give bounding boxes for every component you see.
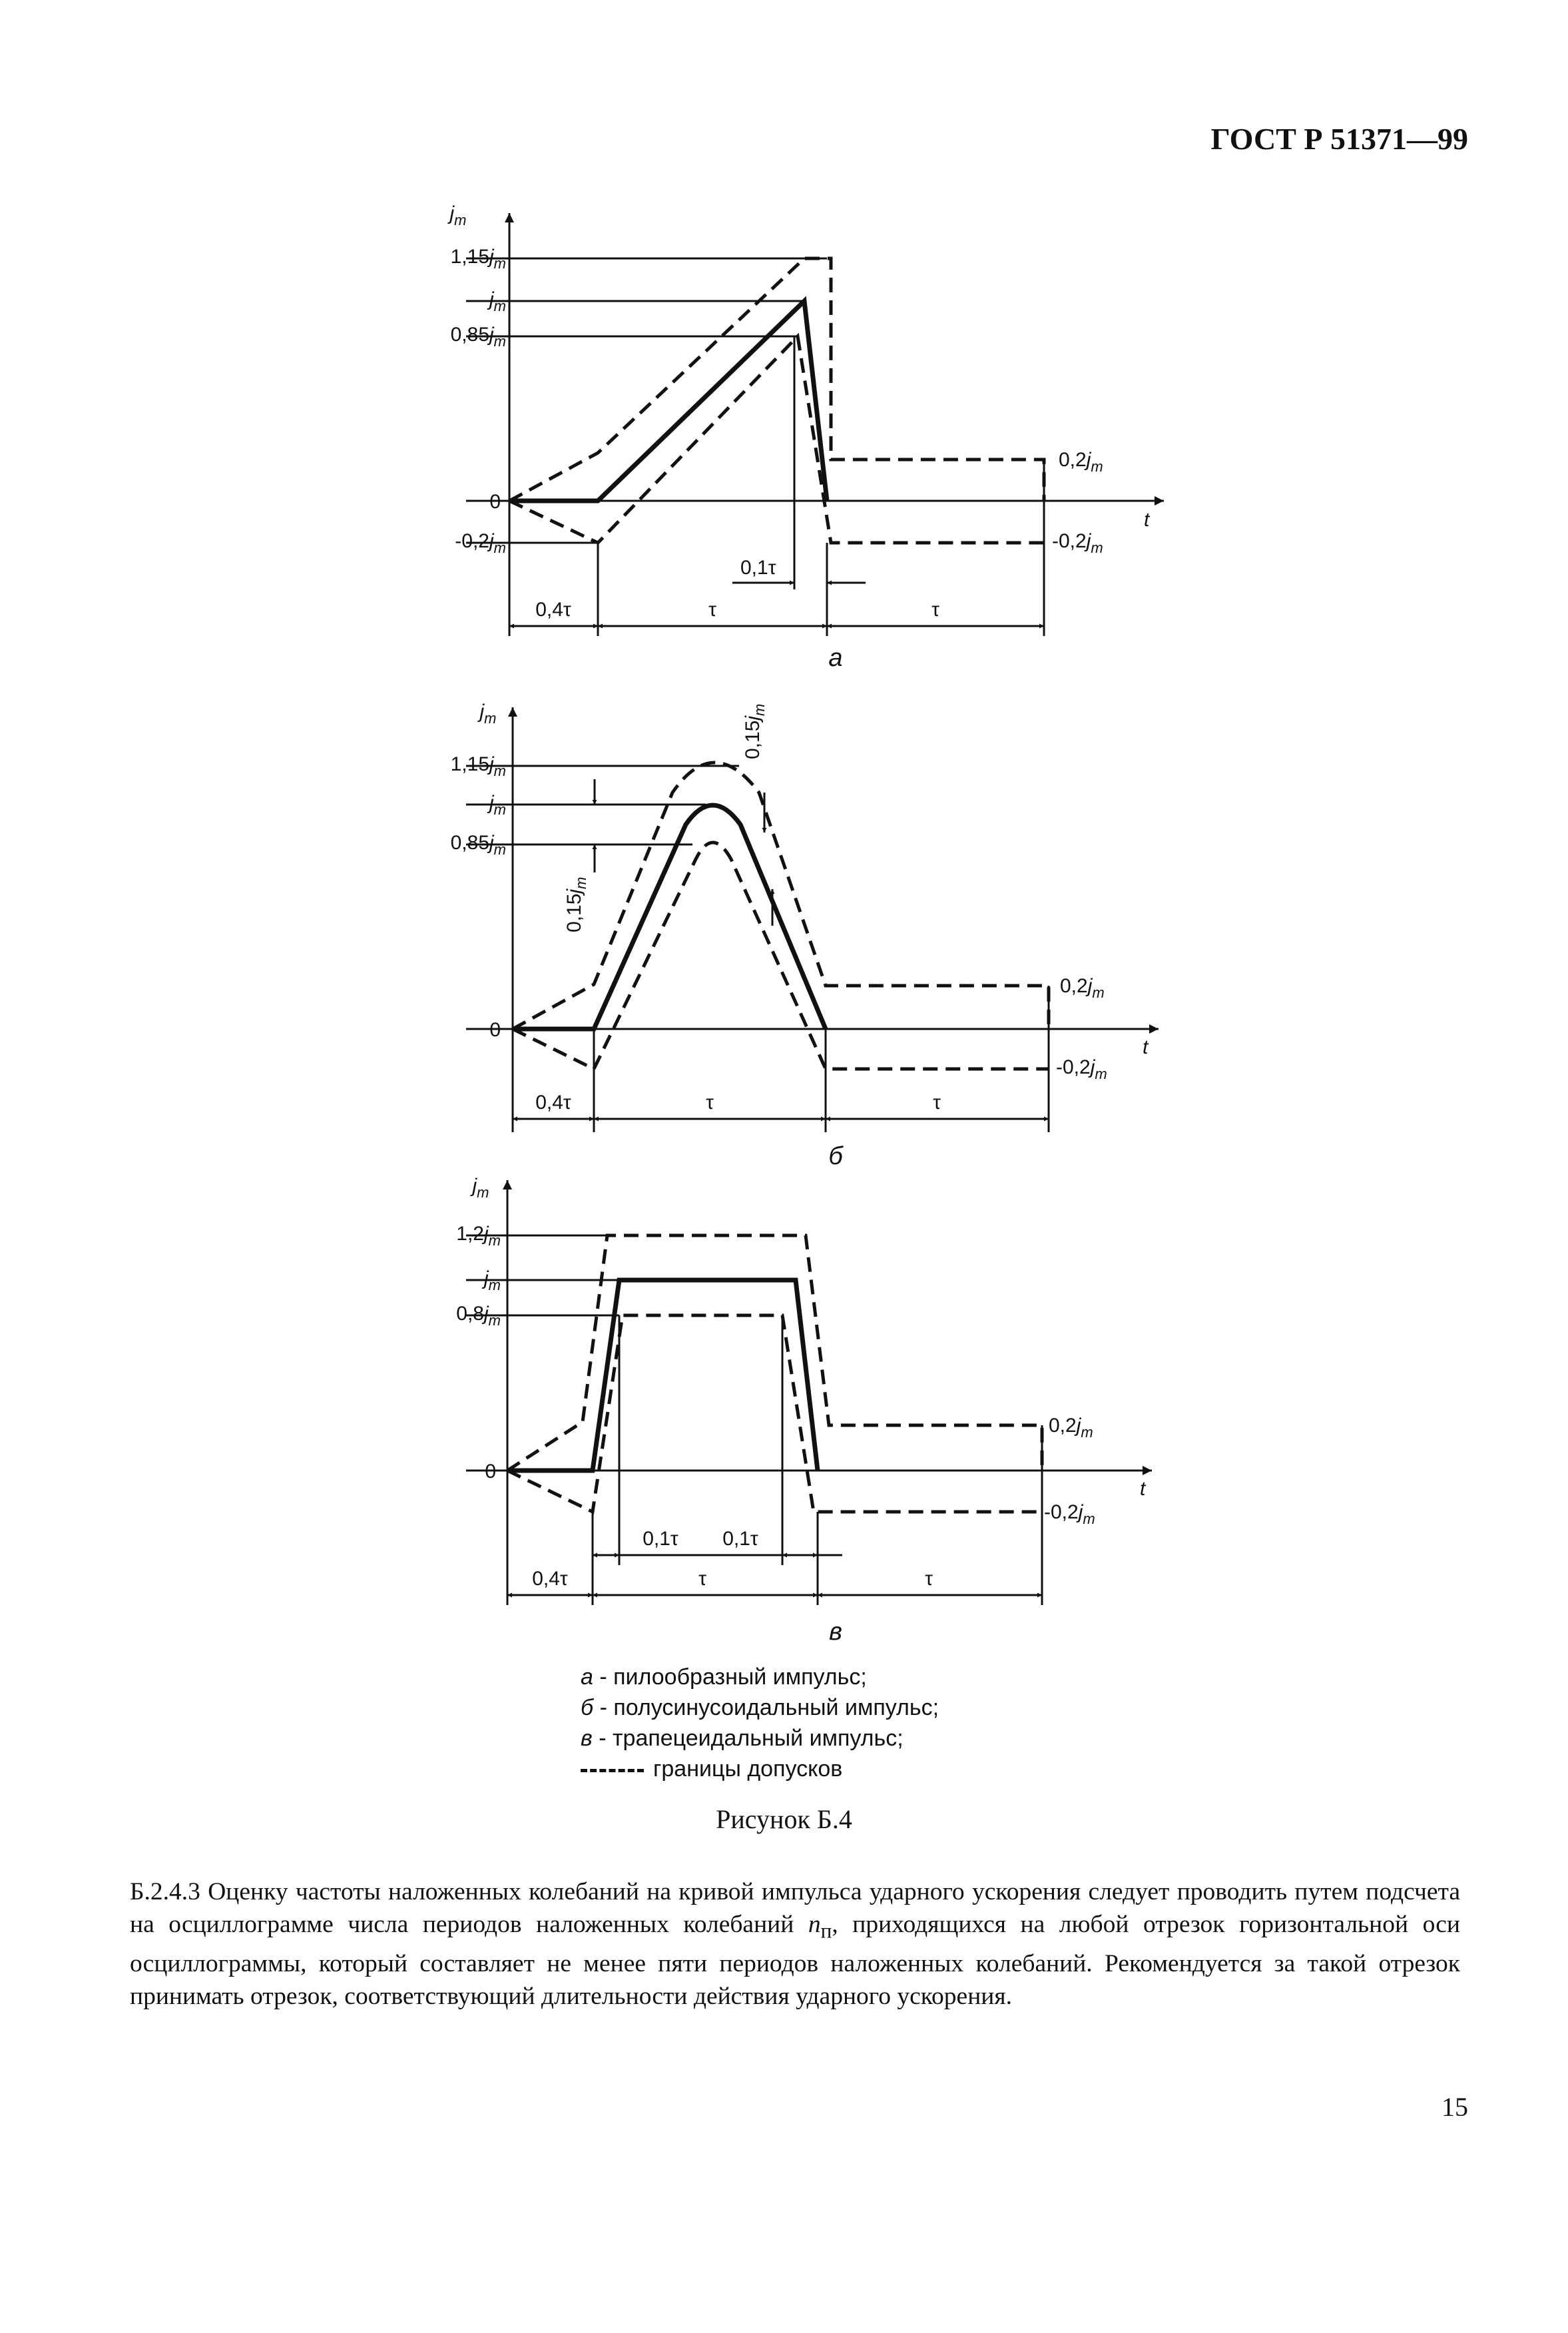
- dim-label: τ: [698, 1568, 706, 1590]
- figure-legend: [581, 1662, 939, 1784]
- upper-tolerance: [507, 1235, 1042, 1471]
- y-tick-label: $1,2j_m$: [456, 1223, 501, 1249]
- right-label: $0,2j_m$: [1059, 449, 1103, 475]
- figure-c: [456, 1175, 1152, 1646]
- y-tick-label: 0: [485, 1461, 496, 1483]
- dim-label: 0,4τ: [535, 1092, 571, 1114]
- legend-text: границы допусков: [653, 1756, 843, 1782]
- y-tick-label: 0: [489, 1019, 501, 1041]
- legend-item: [581, 1723, 939, 1754]
- right-label: $-0,2j_m$: [1056, 1056, 1107, 1082]
- y-tick-label: $0,85j_m$: [450, 832, 506, 858]
- y-tick-label: $0,85j_m$: [450, 324, 506, 350]
- x-axis-label: t: [1144, 509, 1150, 531]
- y-axis-label: $j_m$: [449, 202, 467, 228]
- dim-label: τ: [933, 1092, 941, 1114]
- legend-item: [581, 1754, 939, 1784]
- y-tick-label: $1,15j_m$: [450, 246, 506, 272]
- dim-label: 0,1τ: [740, 557, 776, 579]
- y-tick-label: $j_m$: [489, 792, 506, 818]
- y-tick-label: $0,8j_m$: [456, 1303, 501, 1329]
- upper-tolerance: [509, 258, 1044, 501]
- y-axis-label: $j_m$: [479, 701, 497, 727]
- rotated-dim-label-left: $0,15j_m$: [563, 876, 589, 932]
- lower-tolerance: [509, 336, 1044, 543]
- legend-text: - пилообразный импульс;: [593, 1664, 867, 1690]
- figure-letter: в: [829, 1618, 842, 1646]
- dim-label: τ: [708, 599, 716, 621]
- dim-label: 0,1τ: [722, 1528, 758, 1550]
- paragraph-var-sub: п: [820, 1919, 832, 1943]
- y-axis-label: $j_m$: [472, 1175, 489, 1201]
- body-paragraph: [130, 1875, 1460, 2013]
- legend-key: а: [581, 1664, 593, 1690]
- dashed-line-icon: [581, 1769, 644, 1772]
- lower-tolerance: [507, 1315, 1042, 1512]
- rotated-dim-label-right: $0,15j_m$: [742, 703, 768, 759]
- right-label: $-0,2j_m$: [1044, 1501, 1095, 1527]
- document-header: ГОСТ Р 51371—99: [1210, 122, 1468, 156]
- y-tick-label: $j_m$: [484, 1267, 501, 1293]
- paragraph-var: n: [808, 1911, 821, 1938]
- legend-key: б: [581, 1695, 594, 1720]
- right-label: $-0,2j_m$: [1052, 530, 1103, 556]
- y-tick-label: $1,15j_m$: [450, 753, 506, 779]
- legend-item: [581, 1692, 939, 1723]
- dim-label: τ: [931, 599, 939, 621]
- dim-label: 0,1τ: [643, 1528, 678, 1550]
- figure-caption: Рисунок Б.4: [716, 1804, 852, 1834]
- dim-label: 0,4τ: [532, 1568, 568, 1590]
- legend-item: [581, 1662, 939, 1692]
- right-label: $0,2j_m$: [1060, 975, 1105, 1001]
- paragraph-text: , приходящихся на любой отрезок горизонтальной оси осциллограммы, который составляет не менее пяти периодов наложенных колебаний. Рекомендуется за такой отрезок принимать отрезок, соответствующий длительности действия ударного ускорения.: [130, 1911, 1460, 2010]
- paragraph-text: Б.2.4.3 Оценку частоты наложенных колебаний на кривой импульса ударного ускорения следует проводить путем подсчета на осциллограмме числа периодов наложенных колебаний: [130, 1878, 1460, 1938]
- figure-b: [451, 701, 1159, 1170]
- dim-label: τ: [706, 1092, 714, 1114]
- page-number: 15: [1441, 2092, 1468, 2122]
- y-tick-label: 0: [489, 491, 501, 513]
- dim-label: 0,4τ: [535, 599, 571, 621]
- y-tick-label: $-0,2j_m$: [455, 530, 506, 556]
- x-axis-label: t: [1140, 1478, 1146, 1500]
- legend-text: - трапецеидальный импульс;: [592, 1726, 904, 1751]
- nominal-pulse: [509, 301, 827, 501]
- legend-key: в: [581, 1726, 593, 1751]
- upper-tolerance: [513, 763, 1049, 1029]
- figure-letter: б: [828, 1142, 843, 1170]
- right-label: $0,2j_m$: [1049, 1415, 1093, 1441]
- figure-a: [447, 202, 1165, 672]
- x-axis-label: t: [1143, 1036, 1149, 1058]
- dim-label: τ: [925, 1568, 933, 1590]
- figure-letter: а: [828, 644, 843, 672]
- legend-text: - полусинусоидальный импульс;: [593, 1695, 939, 1720]
- y-tick-label: $j_m$: [489, 288, 506, 314]
